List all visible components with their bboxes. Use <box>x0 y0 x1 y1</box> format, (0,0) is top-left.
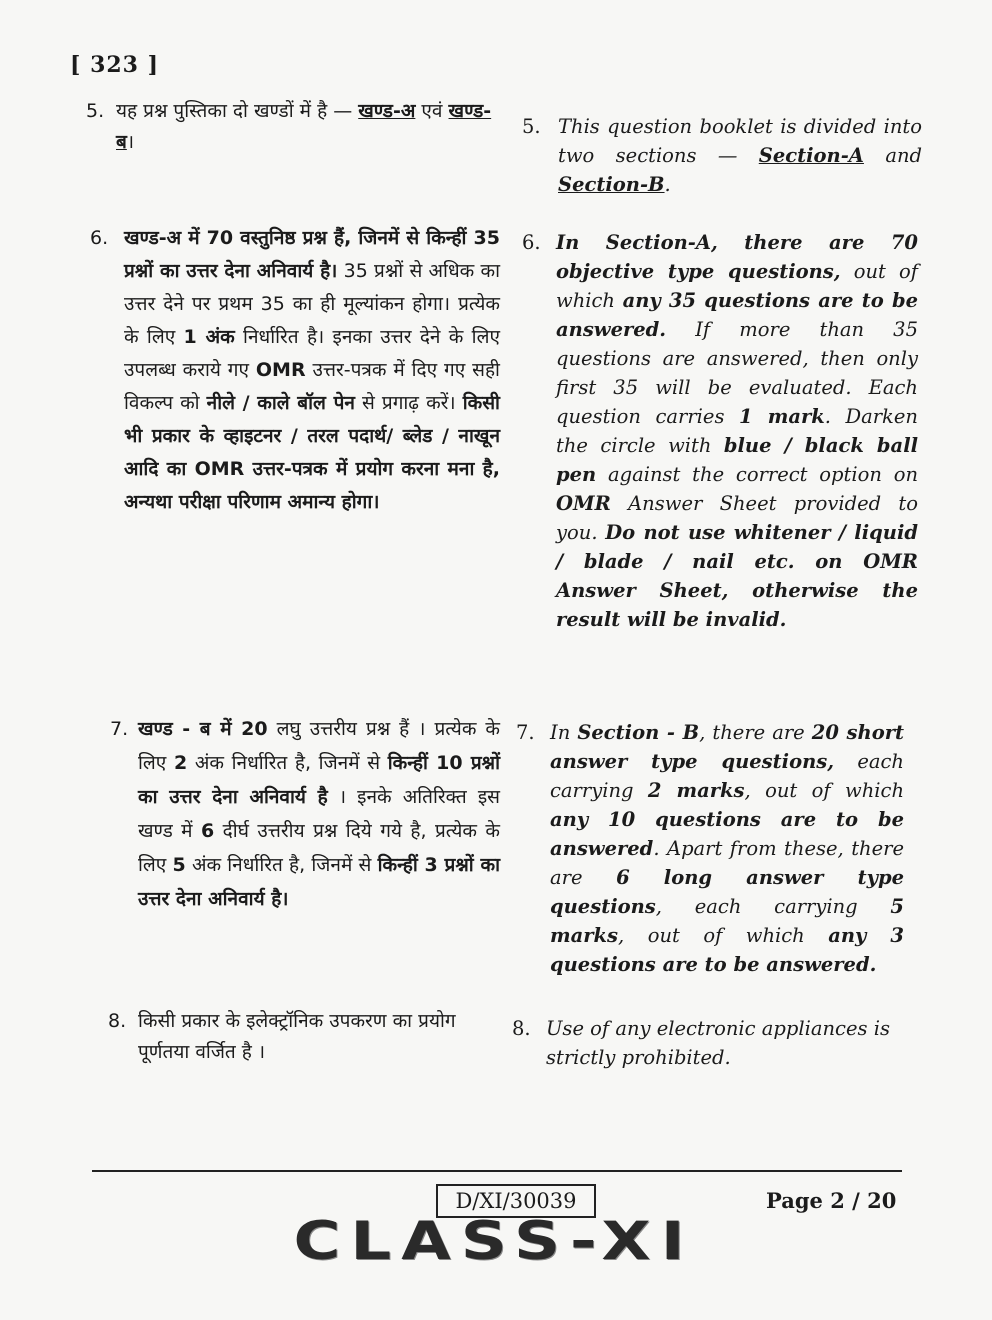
instruction-7-english: 7. In Section - B, there are 20 short answer type questions, each carrying 2 marks, out of which any 10 questions are to be answered. Apart from these, there are 6 long answer type questions, each carrying 5 marks, out of which any 3 questions are to be answered. <box>516 718 904 979</box>
page-count: Page 2 / 20 <box>766 1188 897 1213</box>
item-number: 7. <box>516 721 535 744</box>
page-number: [ 323 ] <box>70 52 160 78</box>
item-number: 6. <box>522 231 541 254</box>
item-number: 5. <box>86 100 105 122</box>
item-number: 8. <box>108 1010 127 1032</box>
instruction-8-english: 8. Use of any electronic appliances is strictly prohibited. <box>512 1014 904 1072</box>
instruction-8-hindi: 8. किसी प्रकार के इलेक्ट्रॉनिक उपकरण का प्रयोग पूर्णतया वर्जित है । <box>108 1006 502 1068</box>
item-number: 7. <box>110 718 129 740</box>
paper-code: D/XI/30039 <box>436 1184 596 1218</box>
instruction-6-english: 6. In Section-A, there are 70 objective type questions, out of which any 35 questions are to be answered. If more than 35 questions are answered, then only first 35 will be evaluated. Each question carries 1 mark. Darken the circle with blue / black ball pen against the correct option on OMR Answer Sheet provided to you. Do not use whitener / liquid / blade / nail etc. on OMR Answer Sheet, otherwise the result will be invalid. <box>522 228 918 634</box>
class-banner: CLASS-XI <box>293 1211 695 1273</box>
item-number: 6. <box>90 227 109 249</box>
instruction-5-hindi: 5. यह प्रश्न पुस्तिका दो खण्डों में है — खण्ड-अ एवं खण्ड-ब। <box>86 96 506 158</box>
instruction-6-hindi: 6. खण्ड-अ में 70 वस्तुनिष्ठ प्रश्न हैं, जिनमें से किन्हीं 35 प्रश्नों का उत्तर देना अनिवार्य है। 35 प्रश्नों से अधिक का उत्तर देने पर प्रथम 35 का ही मूल्यांकन होगा। प्रत्येक के लिए 1 अंक निर्धारित है। इनका उत्तर देने के लिए उपलब्ध कराये गए OMR उत्तर-पत्रक में दिए गए सही विकल्प को नीले / काले बॉल पेन से प्रगाढ़ करें। किसी भी प्रकार के व्हाइटनर / तरल पदार्थ/ ब्लेड / नाखून आदि का OMR उत्तर-पत्रक में प्रयोग करना मना है, अन्यथा परीक्षा परिणाम अमान्य होगा। <box>90 222 500 519</box>
item-number: 5. <box>522 115 541 138</box>
footer-divider <box>92 1170 902 1172</box>
instruction-7-hindi: 7. खण्ड - ब में 20 लघु उत्तरीय प्रश्न हैं । प्रत्येक के लिए 2 अंक निर्धारित है, जिनमें से किन्हीं 10 प्रश्नों का उत्तर देना अनिवार्य है । इनके अतिरिक्त इस खण्ड में 6 दीर्घ उत्तरीय प्रश्न दिये गये है, प्रत्येक के लिए 5 अंक निर्धारित है, जिनमें से किन्हीं 3 प्रश्नों का उत्तर देना अनिवार्य है। <box>110 712 500 916</box>
instruction-5-english: 5. This question booklet is divided into two sections — Section-A and Section-B. <box>522 112 922 199</box>
item-number: 8. <box>512 1017 531 1040</box>
